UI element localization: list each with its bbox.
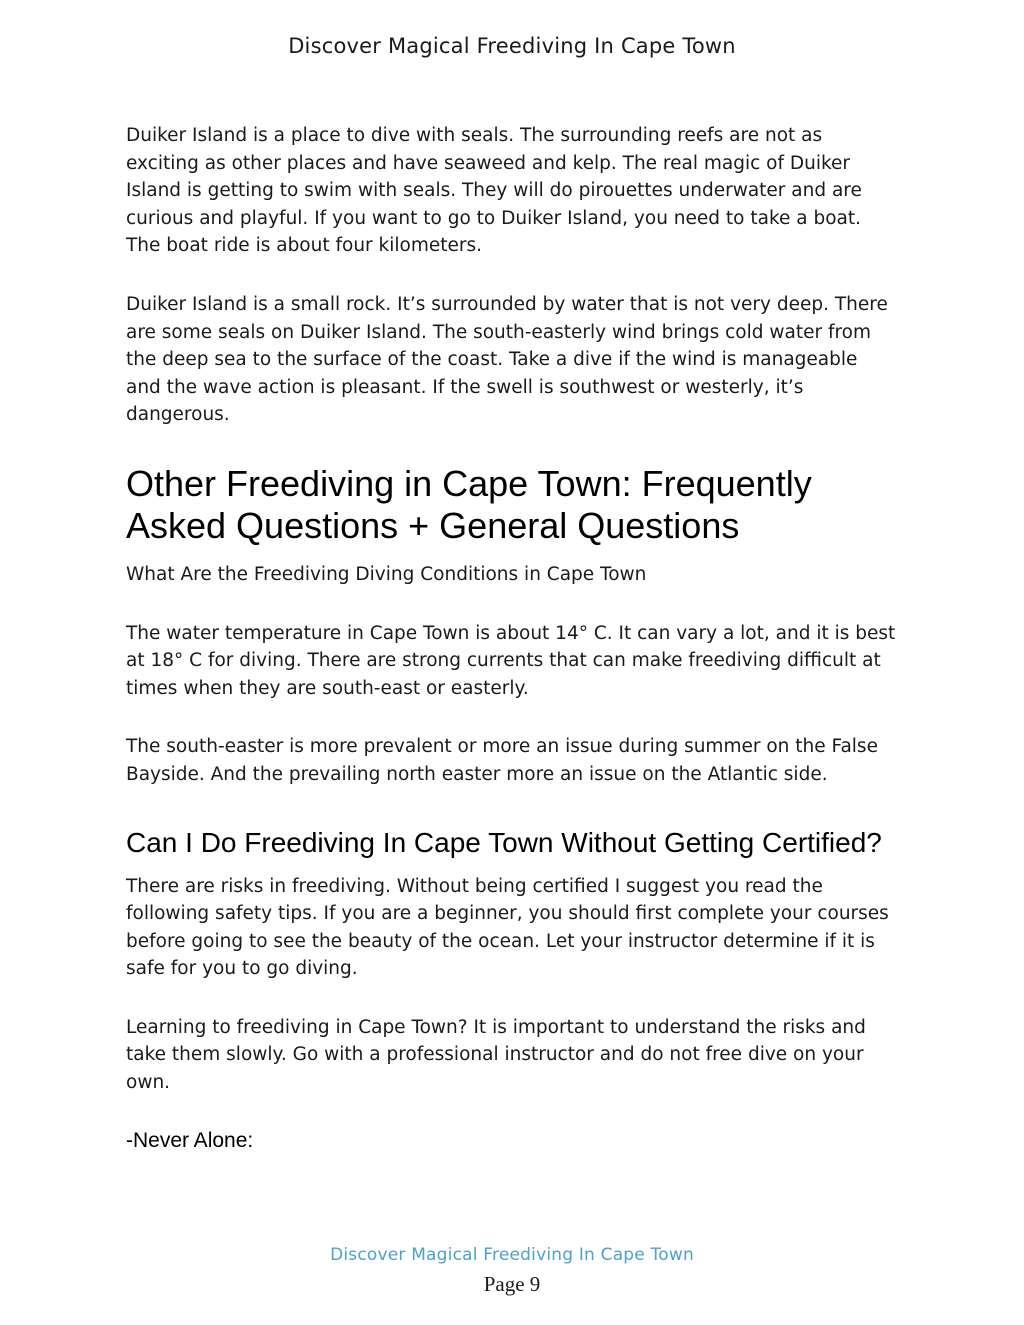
faq-section-heading: Other Freediving in Cape Town: Frequently Asked Questions + General Questions	[126, 462, 812, 546]
faq-paragraph-1: The water temperature in Cape Town is about 14° C. It can vary a lot, and it is best at 18° C for diving. There are strong currents that can make freediving difficult at times when they are south-east or easterly.	[126, 622, 896, 699]
page-header-title: Discover Magical Freediving In Cape Town	[288, 34, 736, 58]
page-content	[126, 122, 898, 1154]
faq-subheading: What Are the Freediving Diving Conditions in Cape Town	[126, 563, 647, 585]
page-number: Page 9	[483, 1272, 541, 1296]
intro-paragraph-2: Duiker Island is a small rock. It’s surrounded by water that is not very deep. There are some seals on Duiker Island. The south-easterly wind brings cold water from the deep sea to the surface of the coast. Take a dive if the wind is manageable and the wave action is pleasant. If the swell is southwest or westerly, it’s dangerous.	[126, 293, 888, 426]
intro-paragraph-1: Duiker Island is a place to dive with seals. The surrounding reefs are not as exciting as other places and have seaweed and kelp. The real magic of Duiker Island is getting to swim with seals. They will do pirouettes underwater and are curious and playful. If you want to go to Duiker Island, you need to take a boat. The boat ride is about four kilometers.	[126, 125, 862, 257]
certified-paragraph-2: Learning to freediving in Cape Town? It is important to understand the risks and take them slowly. Go with a professional instructor and do not free dive on your own.	[126, 1016, 866, 1094]
never-alone-heading: -Never Alone:	[126, 1128, 254, 1152]
certified-paragraph-1: There are risks in freediving. Without being certified I suggest you read the following safety tips. If you are a beginner, you should first complete your courses before going to see the beauty of the ocean. Let your instructor determine if it is safe for you to go diving.	[126, 875, 889, 980]
footer-title: Discover Magical Freediving In Cape Town	[330, 1245, 694, 1265]
faq-paragraph-2: The south-easter is more prevalent or more an issue during summer on the False Bayside. And the prevailing north easter more an issue on the Atlantic side.	[126, 736, 878, 785]
certified-section-heading: Can I Do Freediving In Cape Town Without Getting Certified?	[126, 826, 882, 858]
